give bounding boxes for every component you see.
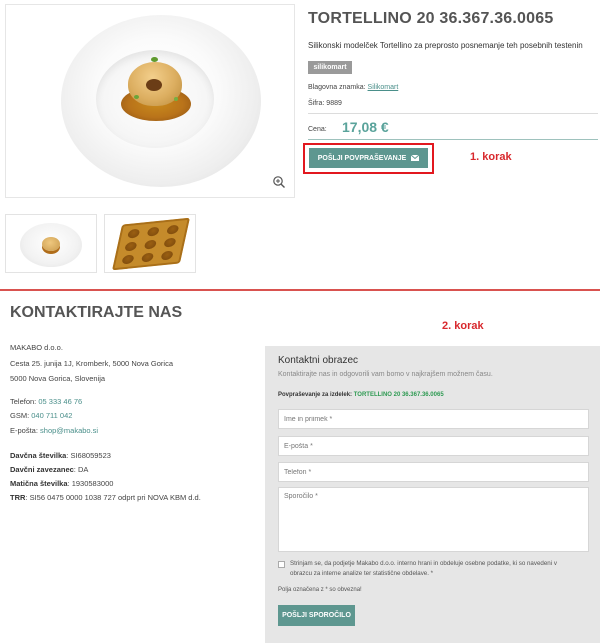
mold-cavity (163, 238, 176, 248)
brand-label: Blagovna znamka: (308, 84, 366, 91)
herb-garnish (151, 57, 158, 62)
price-value: 17,08 € (342, 119, 389, 135)
phone-field[interactable] (278, 462, 589, 482)
bank-account-row (10, 493, 201, 502)
phone-link[interactable]: 05 333 46 76 (38, 397, 83, 406)
registration-value: : 1930583000 (67, 479, 114, 488)
required-note: Polja označena z * so obvezna! (278, 587, 362, 593)
step-1-annotation: 1. korak (470, 151, 512, 163)
registration-row (10, 479, 113, 488)
product-main-image[interactable] (5, 4, 295, 198)
vat-row (10, 465, 88, 474)
consent-checkbox[interactable] (278, 561, 285, 568)
vat-value: : DA (73, 465, 89, 474)
form-subtitle: Kontaktirajte nas in odgovorili vam bomo v najkrajšem možnem času. (278, 371, 493, 378)
tax-number-label: Davčna številka (10, 451, 67, 460)
registration-label: Matična številka (10, 479, 68, 488)
mold-cavity (160, 250, 173, 260)
send-message-button[interactable]: POŠLJI SPOROČILO (278, 605, 355, 626)
address-line-1: Cesta 25. junija 1J, Kromberk, 5000 Nova Gorica (10, 359, 173, 368)
mold-cavity (121, 254, 134, 264)
mold-cavity (124, 241, 137, 251)
step-2-annotation: 2. korak (442, 320, 484, 332)
price-label: Cena: (308, 126, 327, 133)
mold-cavity (166, 225, 179, 235)
mold-cavity (141, 252, 154, 262)
zoom-in-icon[interactable] (272, 175, 286, 189)
thumbnail-mold[interactable] (104, 214, 196, 273)
envelope-icon (411, 155, 419, 161)
divider (308, 113, 598, 114)
gsm-row (10, 411, 72, 420)
inquiry-product-value: TORTELLINO 20 36.367.36.0065 (353, 392, 444, 398)
email-field[interactable] (278, 436, 589, 456)
gsm-label: GSM: (10, 411, 30, 420)
bank-account-label: TRR (10, 493, 26, 502)
tax-number-value: : SI68059523 (66, 451, 111, 460)
mold-cavity (127, 229, 140, 239)
product-description: Silikonski modelček Tortellino za preprosto posnemanje teh posebnih testenin (308, 41, 583, 50)
inquiry-product-label: Povpraševanje za izdelek: (278, 392, 353, 398)
mold-cavity (147, 227, 160, 237)
mold-cavity (144, 239, 157, 249)
vat-label: Davčni zavezanec (10, 465, 74, 474)
address-line-2: 5000 Nova Gorica, Slovenija (10, 374, 106, 383)
herb-garnish (134, 95, 139, 99)
bank-account-value: : SI56 0475 0000 1038 727 odprt pri NOVA KBM d.d. (25, 493, 201, 502)
phone-label: Telefon: (10, 397, 37, 406)
tortellino-filling (146, 79, 162, 91)
brand-link[interactable]: Silikomart (367, 84, 399, 91)
email-link[interactable]: shop@makabo.si (40, 426, 99, 435)
phone-row (10, 397, 82, 406)
consent-line-2: obrazcu za interne analize ter statistične obdelave. * (290, 570, 434, 577)
annotation-divider (0, 289, 600, 291)
thumb-tortellino (42, 237, 60, 251)
brand-row (308, 84, 398, 91)
silicone-mold-image (112, 218, 190, 271)
send-inquiry-label: POŠLJI POVPRAŠEVANJE (317, 154, 407, 162)
email-label: E-pošta: (10, 426, 38, 435)
message-field[interactable] (278, 487, 589, 552)
name-field[interactable] (278, 409, 589, 429)
brand-logo[interactable]: silikomart (308, 61, 352, 74)
tax-number-row (10, 451, 111, 460)
company-name: MAKABO d.o.o. (10, 343, 63, 352)
send-inquiry-button[interactable] (309, 148, 428, 168)
divider (308, 139, 598, 140)
sku-row (308, 100, 342, 107)
inquiry-product-ref (278, 392, 444, 398)
herb-garnish (174, 97, 178, 101)
gsm-link[interactable]: 040 711 042 (31, 411, 73, 420)
thumbnail-plate[interactable] (5, 214, 97, 273)
form-title: Kontaktni obrazec (278, 355, 359, 366)
product-title: TORTELLINO 20 36.367.36.0065 (308, 10, 554, 27)
sku-value: 9889 (326, 100, 342, 107)
sku-label: Šifra: (308, 100, 325, 107)
contact-title: KONTAKTIRAJTE NAS (10, 304, 183, 321)
consent-text (290, 559, 590, 579)
consent-line-1: Strinjam se, da podjetje Makabo d.o.o. interno hrani in obdeluje osebne podatke, ki so navedeni v (290, 560, 557, 567)
email-row (10, 426, 98, 435)
